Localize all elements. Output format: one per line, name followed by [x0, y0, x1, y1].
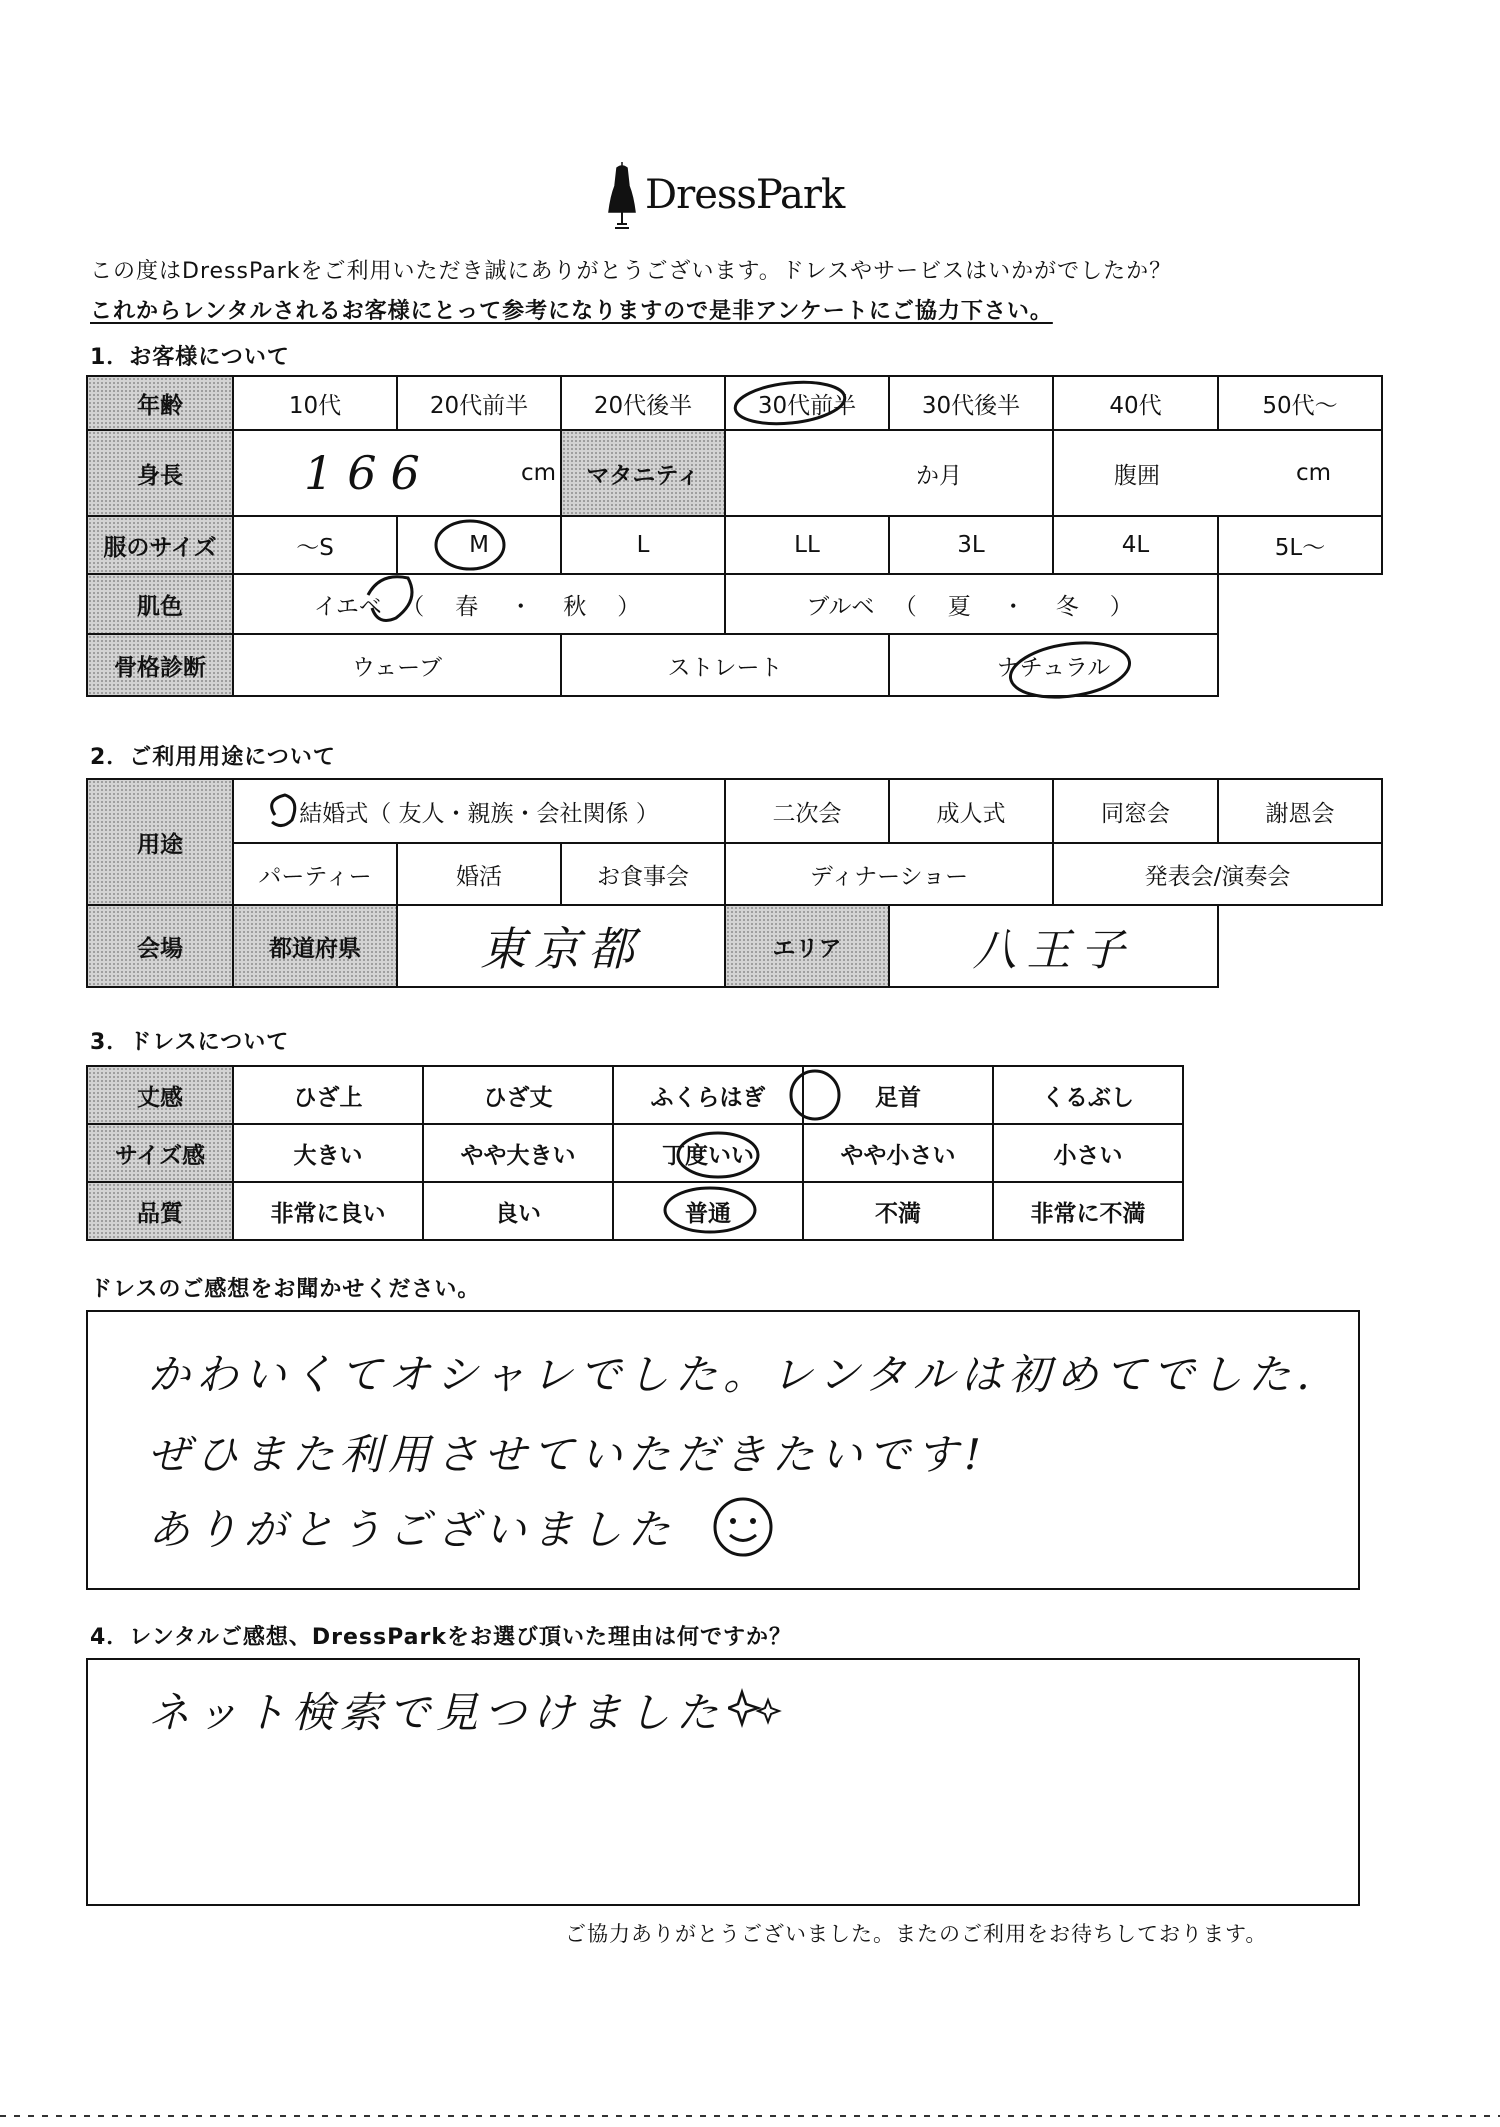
age-option-selected[interactable]: 30代前半: [725, 376, 889, 430]
dress-form-icon: [605, 160, 639, 232]
reason-answer: ネット検索で見つけました: [148, 1688, 725, 1737]
size-option[interactable]: L: [561, 516, 725, 574]
quality-row: [87, 1182, 1183, 1240]
purpose-option[interactable]: ディナーショー: [725, 843, 1053, 905]
frame-option[interactable]: ウェーブ: [233, 634, 561, 696]
fit-option[interactable]: 小さい: [993, 1124, 1183, 1182]
quality-option[interactable]: 不満: [803, 1182, 993, 1240]
age-option[interactable]: 30代後半: [889, 376, 1053, 430]
intro-line-2: これからレンタルされるお客様にとって参考になりますので是非アンケートにご協力下さい。: [90, 299, 1053, 324]
purpose-option[interactable]: 発表会/演奏会: [1053, 843, 1382, 905]
height-field[interactable]: [233, 430, 561, 516]
size-row: [87, 516, 1382, 574]
purpose-option[interactable]: お食事会: [561, 843, 725, 905]
length-row: [87, 1066, 1183, 1124]
skin-yellow-label: イエベ: [313, 593, 382, 620]
scan-edge-line: [0, 2115, 1500, 2117]
quality-label: 品質: [87, 1182, 233, 1240]
fit-label: サイズ感: [87, 1124, 233, 1182]
length-option[interactable]: 足首: [803, 1066, 993, 1124]
waist-unit: cm: [1295, 460, 1331, 486]
impressions-prompt: ドレスのご感想をお聞かせください。: [90, 1277, 481, 1302]
size-label: 服のサイズ: [87, 516, 233, 574]
length-option[interactable]: ひざ上: [233, 1066, 423, 1124]
fit-option[interactable]: やや小さい: [803, 1124, 993, 1182]
area-label: エリア: [725, 905, 889, 987]
smiley-icon: [708, 1492, 778, 1562]
customer-info-table: [86, 375, 1383, 697]
quality-option-selected[interactable]: 普通: [613, 1182, 803, 1240]
skin-yellow-option[interactable]: [233, 574, 725, 634]
frame-option[interactable]: ストレート: [561, 634, 889, 696]
skin-blue-label: ブルベ: [806, 593, 875, 620]
size-option-selected[interactable]: M: [397, 516, 561, 574]
section-3-title: 3．ドレスについて: [90, 1030, 290, 1055]
quality-option[interactable]: 非常に不満: [993, 1182, 1183, 1240]
height-unit: cm: [520, 460, 556, 486]
size-option[interactable]: LL: [725, 516, 889, 574]
length-option[interactable]: くるぶし: [993, 1066, 1183, 1124]
venue-label: 会場: [87, 905, 233, 987]
quality-option[interactable]: 良い: [423, 1182, 613, 1240]
section-1-title: 1．お客様について: [90, 345, 290, 370]
fit-option[interactable]: やや大きい: [423, 1124, 613, 1182]
age-row: [87, 376, 1382, 430]
size-option[interactable]: 5L～: [1218, 516, 1382, 574]
purpose-wedding-option[interactable]: 結婚式（ 友人・親族・会社関係 ）: [233, 779, 725, 843]
fit-row: [87, 1124, 1183, 1182]
dresspark-logo: [605, 160, 905, 240]
impressions-box[interactable]: [86, 1310, 1360, 1590]
impressions-line-1: かわいくてオシャレでした。レンタルは初めてでした.: [148, 1350, 1316, 1399]
purpose-option[interactable]: 二次会: [725, 779, 889, 843]
footer-thanks: ご協力ありがとうございました。またのご利用をお待ちしております。: [565, 1922, 1268, 1946]
size-option[interactable]: 4L: [1053, 516, 1218, 574]
purpose-option[interactable]: 婚活: [397, 843, 561, 905]
skin-label: 肌色: [87, 574, 233, 634]
maternity-months-field[interactable]: [725, 430, 1053, 516]
prefecture-value: 東京都: [480, 922, 643, 976]
sparkle-icon: [728, 1688, 788, 1728]
skin-blue-option[interactable]: [725, 574, 1218, 634]
skin-yellow-seasons: （ 春 ・ 秋 ）: [401, 593, 645, 620]
purpose-option[interactable]: 同窓会: [1053, 779, 1218, 843]
quality-option[interactable]: 非常に良い: [233, 1182, 423, 1240]
prefecture-field[interactable]: [397, 905, 725, 987]
frame-label: 骨格診断: [87, 634, 233, 696]
logo-text: DressPark: [645, 172, 845, 218]
waist-field[interactable]: [1053, 430, 1382, 516]
length-option[interactable]: ふくらはぎ: [613, 1066, 803, 1124]
area-value: 八王子: [972, 925, 1135, 976]
age-option[interactable]: 50代～: [1218, 376, 1382, 430]
impressions-line-3: ありがとうございました: [148, 1505, 677, 1554]
height-label: 身長: [87, 430, 233, 516]
age-option[interactable]: 40代: [1053, 376, 1218, 430]
height-row: [87, 430, 1382, 516]
fit-option[interactable]: 大きい: [233, 1124, 423, 1182]
section-2-title: 2．ご利用用途について: [90, 745, 336, 770]
prefecture-label: 都道府県: [233, 905, 397, 987]
size-option[interactable]: ～S: [233, 516, 397, 574]
venue-row: [87, 905, 1382, 987]
fit-option-selected[interactable]: 丁度いい: [613, 1124, 803, 1182]
section-4-title: 4．レンタルご感想、DressParkをお選び頂いた理由は何ですか？: [90, 1625, 792, 1650]
skin-blue-seasons: （ 夏 ・ 冬 ）: [893, 593, 1137, 620]
purpose-row-2: [87, 843, 1382, 905]
intro-line-1: この度はDressParkをご利用いただき誠にありがとうございます。ドレスやサービスはいかがでしたか？: [90, 259, 1173, 284]
frame-row: [87, 634, 1382, 696]
impressions-line-2: ぜひまた利用させていただきたいです!: [148, 1430, 987, 1479]
area-field[interactable]: [889, 905, 1218, 987]
skin-row: [87, 574, 1382, 634]
age-option[interactable]: 20代後半: [561, 376, 725, 430]
reason-box[interactable]: [86, 1658, 1360, 1906]
purpose-option[interactable]: 成人式: [889, 779, 1053, 843]
purpose-row-1: [87, 779, 1382, 843]
purpose-option[interactable]: 謝恩会: [1218, 779, 1382, 843]
length-option[interactable]: ひざ丈: [423, 1066, 613, 1124]
length-label: 丈感: [87, 1066, 233, 1124]
frame-option-selected[interactable]: ナチュラル: [889, 634, 1218, 696]
purpose-label: 用途: [87, 779, 233, 905]
age-option[interactable]: 20代前半: [397, 376, 561, 430]
age-option[interactable]: 10代: [233, 376, 397, 430]
dress-table: [86, 1065, 1184, 1241]
purpose-option[interactable]: パーティー: [233, 843, 397, 905]
size-option[interactable]: 3L: [889, 516, 1053, 574]
months-unit: か月: [916, 462, 962, 489]
age-label: 年齢: [87, 376, 233, 430]
waist-label: 腹囲: [1114, 462, 1160, 489]
height-value: 166: [304, 446, 434, 500]
maternity-label: マタニティ: [561, 430, 725, 516]
usage-table: [86, 778, 1383, 988]
